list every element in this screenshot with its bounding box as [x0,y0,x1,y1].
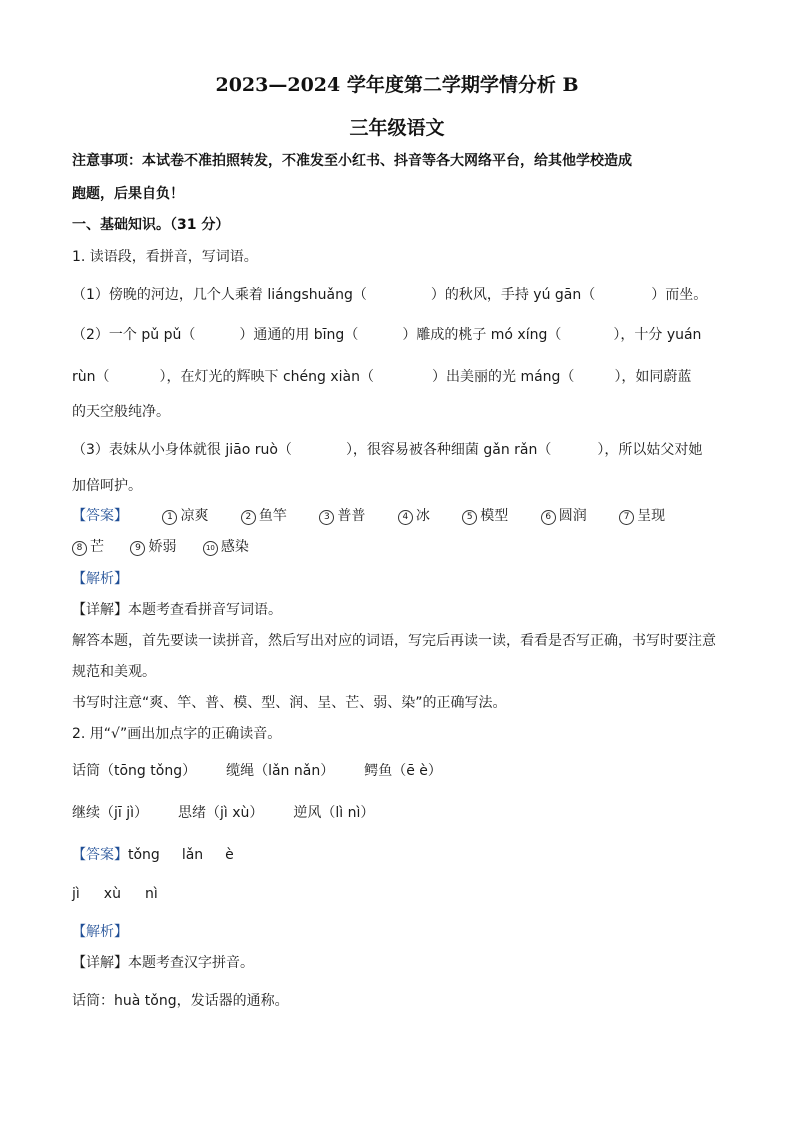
exam-title: 2023—2024 学年度第二学期学情分析 B [215,74,579,96]
q2-answer-row-1: 【答案】tǒng lǎn è [72,847,234,863]
answer-item: 2 鱼竿 [241,505,287,525]
q1-sentence-4: 的天空般纯净。 [72,404,170,420]
q1-sentence-5: （3）表妹从小身体就很 jiāo ruò（ ），很容易被各种细菌 gǎn rǎn（ ），所以姑父对她 [72,442,703,458]
q2-answer-row-2: jì xù nì [72,886,158,902]
q1-sentence-6: 加倍呵护。 [72,478,142,494]
answer-item: 9 娇弱 [130,536,176,556]
answer-item: 10 感染 [203,536,249,556]
notice-line-2: 跑题，后果自负！ [72,186,184,202]
q1-explanation-3: 书写时注意“爽、竿、普、模、型、润、呈、芒、弱、染”的正确写法。 [72,695,507,711]
q1-sentence-1: （1）傍晚的河边，几个人乘着 liángshuǎng（ ）的秋风，手持 yú gān（ ）而坐。 [72,287,708,303]
q1-explanation-1: 解答本题，首先要读一读拼音，然后写出对应的词语，写完后再读一读，看看是否写正确，书写时要注意 [72,633,716,649]
q2-analysis-label: 【解析】 [72,924,128,940]
question-1-prompt: 1. 读语段，看拼音，写词语。 [72,249,258,265]
q2-detail: 【详解】本题考查汉字拼音。 [72,955,254,971]
answer-label: 【答案】 [72,847,128,863]
q1-detail: 【详解】本题考查看拼音写词语。 [72,602,282,618]
q2-explanation-1: 话筒：huà tǒng，发话器的通称。 [72,993,289,1009]
answer-item: 8 芒 [72,536,104,556]
exam-subtitle: 三年级语文 [349,117,445,139]
q1-explanation-2: 规范和美观。 [72,664,156,680]
q1-answer-row-2 [72,536,249,556]
q2-row-1: 话筒（tōng tǒng） 缆绳（lǎn nǎn） 鳄鱼（ē è） [72,763,442,779]
question-2-prompt: 2. 用“√”画出加点字的正确读音。 [72,726,282,742]
answer-item: 6 圆润 [541,505,587,525]
answer-item: 5 模型 [462,505,508,525]
q1-sentence-3: rùn（ ），在灯光的辉映下 chéng xiàn（ ）出美丽的光 máng（ ），如同蔚蓝 [72,369,692,385]
answer-item: 7 呈现 [619,505,665,525]
section-heading: 一、基础知识。（31 分） [72,217,230,233]
answer-label: 【答案】 [72,508,128,524]
q1-answer-row-1 [72,505,665,525]
answer-item: 1 凉爽 [162,505,208,525]
notice-line-1: 注意事项：本试卷不准拍照转发，不准发至小红书、抖音等各大网络平台，给其他学校造成 [72,153,632,169]
answer-item: 4 冰 [398,505,430,525]
q1-analysis-label: 【解析】 [72,571,128,587]
answer-item: 3 普普 [319,505,365,525]
q2-row-2: 继续（jī jì） 思绪（jì xù） 逆风（lì nì） [72,805,375,821]
q1-sentence-2: （2）一个 pǔ pǔ（ ）通通的用 bīng（ ）雕成的桃子 mó xíng（ ），十分 yuán [72,327,702,343]
